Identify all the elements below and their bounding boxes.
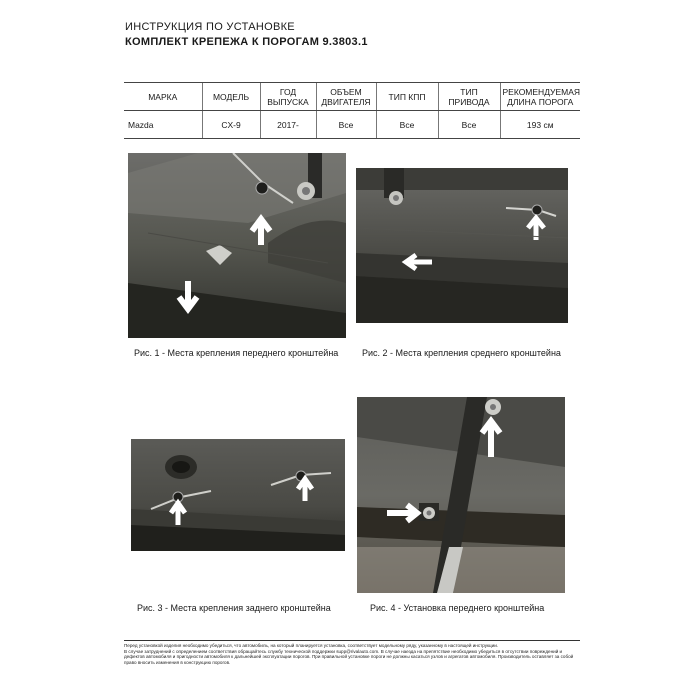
cell-brand: Mazda: [124, 111, 202, 139]
figure-2-photo: [356, 168, 568, 323]
figure-3-caption: Рис. 3 - Места крепления заднего кронштейна: [137, 603, 331, 613]
cell-sill-length: 193 см: [500, 111, 580, 139]
disclaimer-line-1: Перед установкой изделия необходимо убедиться, что автомобиль, на который планируется установка, соответствует модельному ряду, указанному в настоящей инструкции.: [124, 643, 499, 648]
figure-4-caption: Рис. 4 - Установка переднего кронштейна: [370, 603, 545, 613]
header-model: МОДЕЛЬ: [202, 83, 260, 111]
figure-1-photo: [128, 153, 346, 338]
header-engine: ОБЪЕМ ДВИГАТЕЛЯ: [316, 83, 376, 111]
figure-2-caption: Рис. 2 - Места крепления среднего кронштейна: [362, 348, 561, 358]
header-sill-length: РЕКОМЕНДУЕМАЯ ДЛИНА ПОРОГА: [500, 83, 580, 111]
cell-year: 2017-: [260, 111, 316, 139]
document-title: ИНСТРУКЦИЯ ПО УСТАНОВКЕ: [125, 21, 295, 33]
header-drive: ТИП ПРИВОДА: [438, 83, 500, 111]
vehicle-spec-table: [124, 82, 580, 139]
figure-4-photo: [357, 397, 565, 593]
document-subtitle: КОМПЛЕКТ КРЕПЕЖА К ПОРОГАМ 9.3803.1: [125, 36, 368, 48]
header-brand: МАРКА: [124, 83, 202, 111]
cell-transmission: Все: [376, 111, 438, 139]
disclaimer-footer: [124, 640, 580, 665]
cell-drive: Все: [438, 111, 500, 139]
header-year: ГОД ВЫПУСКА: [260, 83, 316, 111]
cell-model: CX-9: [202, 111, 260, 139]
disclaimer-line-2: В случае затруднений с определением соответствия обращайтесь службу технической поддержки supp@rivalauto.com. В случае наезда на препятствие необходимо убедиться в отсутствии повреждений и дефектов автомобиля и пригодности автомобиля к дальнейшей эксплуатации порогов. При правильной установке пороги не должны касаться узлов и агрегатов автомобиля. Производитель оставляет за собой право вносить изменения в конструкцию порогов.: [124, 648, 574, 665]
spec-table-header-row: [124, 83, 580, 111]
header-transmission: ТИП КПП: [376, 83, 438, 111]
figure-1-caption: Рис. 1 - Места крепления переднего кронштейна: [134, 348, 339, 358]
cell-engine: Все: [316, 111, 376, 139]
figure-3-photo: [131, 439, 345, 551]
table-row: [124, 111, 580, 139]
